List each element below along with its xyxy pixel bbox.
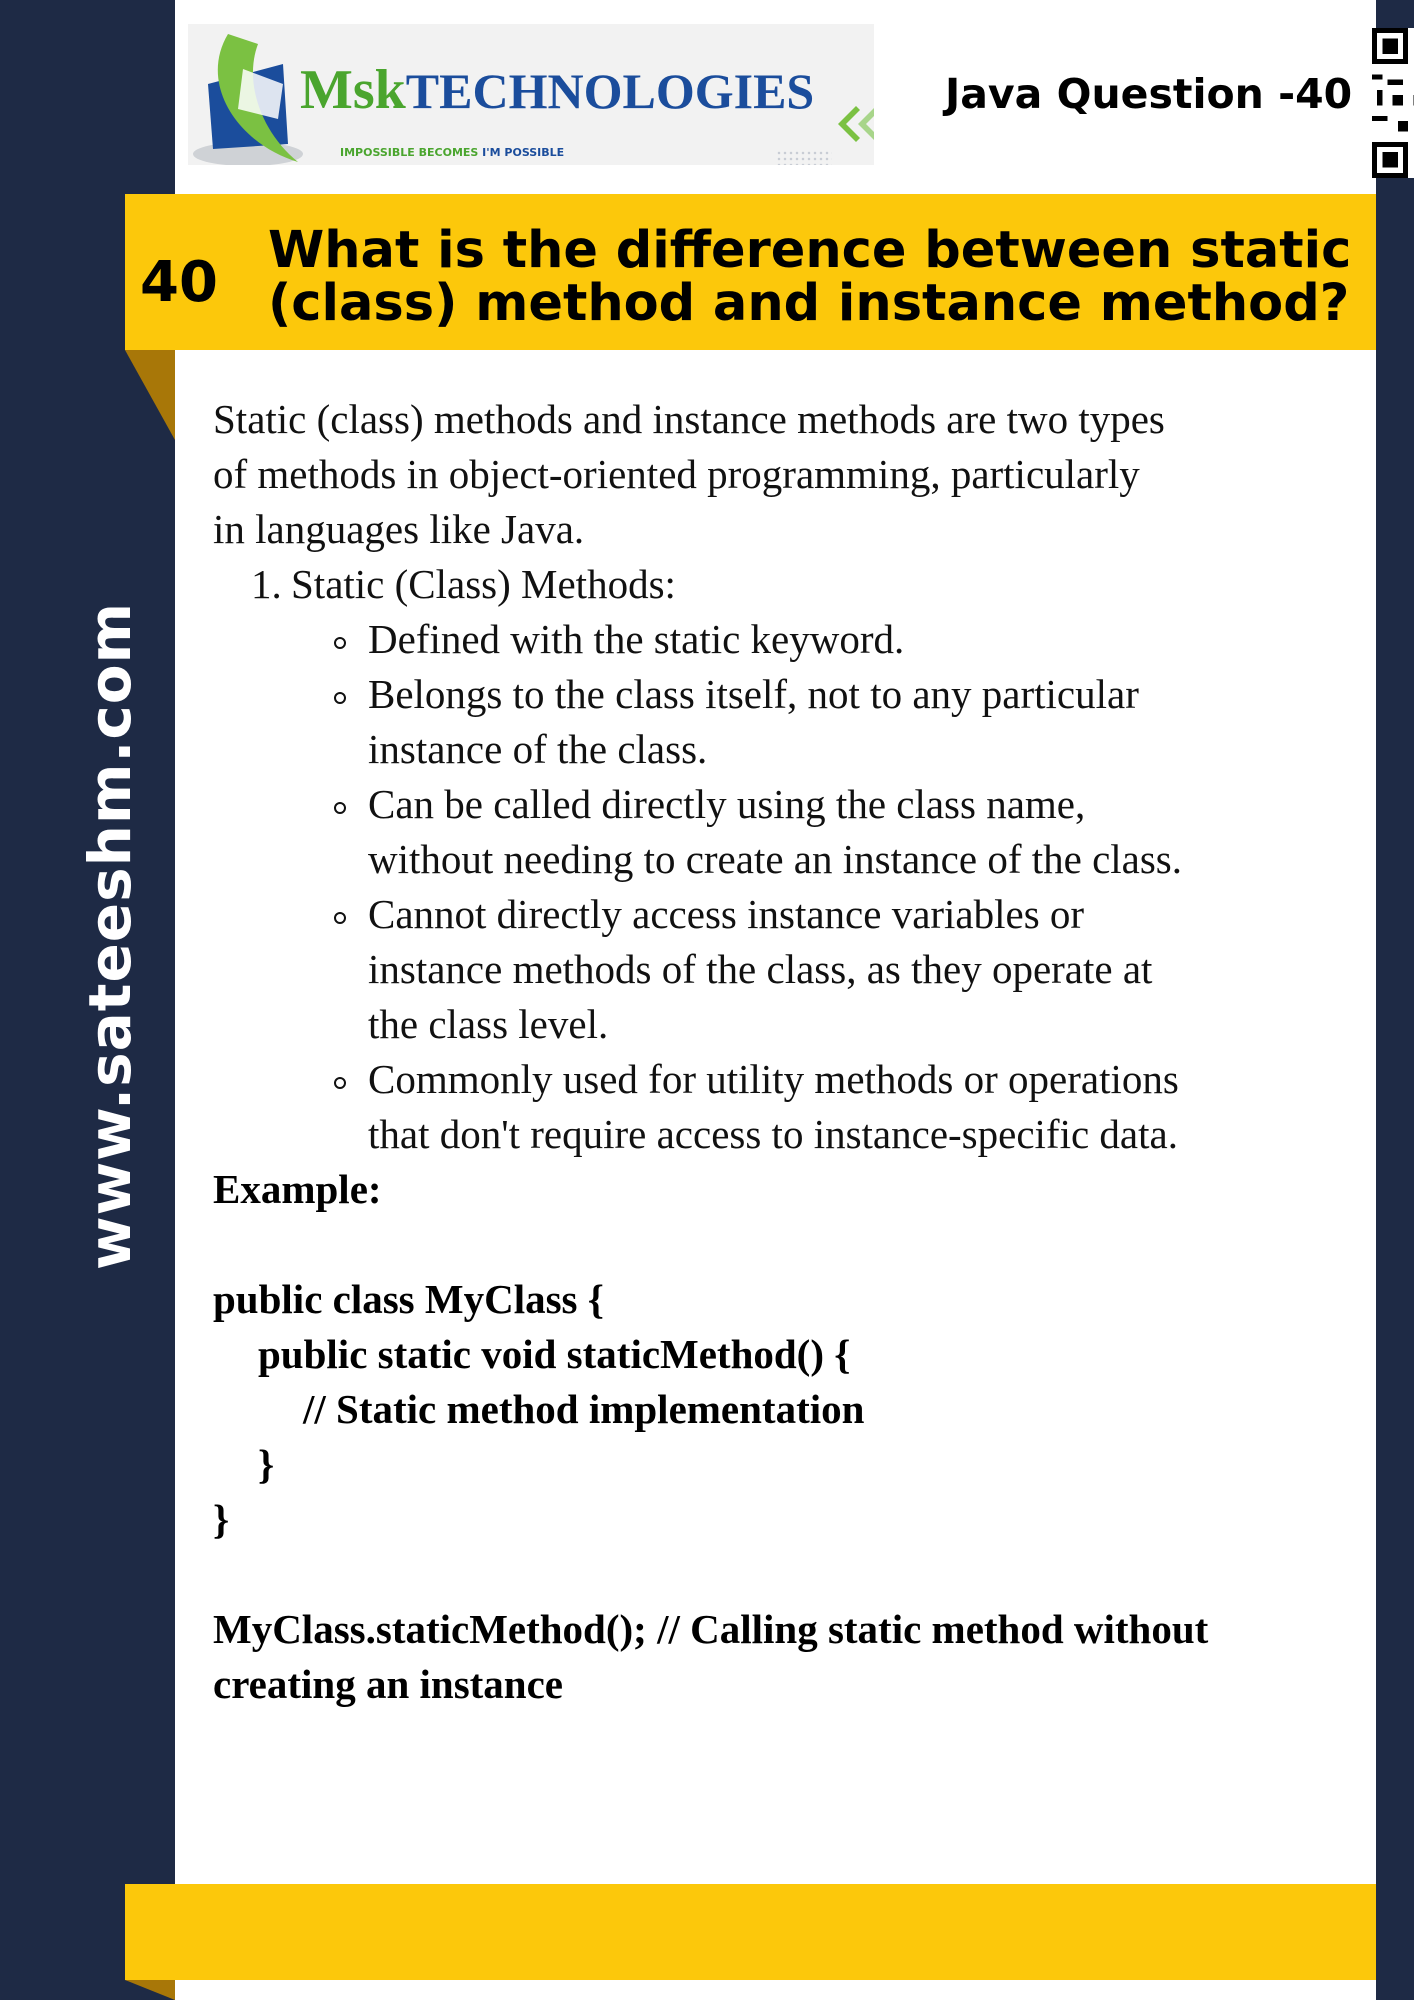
footer-fold <box>125 1980 175 2000</box>
footer-banner <box>125 1884 1376 1980</box>
answer-body <box>213 392 1353 1712</box>
list-item: Can be called directly using the class name, without needing to create an instance of the class. <box>368 777 1353 887</box>
banner-fold <box>125 350 175 440</box>
example-label: Example: <box>213 1166 382 1212</box>
list-item: Belongs to the class itself, not to any particular instance of the class. <box>368 667 1353 777</box>
question-title: What is the difference between static (class) method and instance method? <box>268 221 1352 333</box>
company-logo <box>188 24 874 165</box>
logo-wordmark: MskTECHNOLOGIES <box>300 59 815 121</box>
list-item: Cannot directly access instance variables or instance methods of the class, as they operate at the class level. <box>368 887 1353 1052</box>
bullet-list <box>213 612 1353 1162</box>
intro-paragraph: Static (class) methods and instance methods are two types of methods in object-oriented programming, particularly in languages like Java. <box>213 396 1165 552</box>
right-band <box>1376 0 1414 2000</box>
question-number: 40 <box>140 250 218 315</box>
question-label: Java Question -40 <box>945 70 1353 118</box>
logo-tagline: IMPOSSIBLE BECOMES I'M POSSIBLE <box>340 146 565 159</box>
chevron-left-icon <box>836 104 874 144</box>
code-block: public class MyClass { public static void staticMethod() { // Static method implementation } } <box>213 1276 865 1542</box>
list-heading: 1. Static (Class) Methods: <box>251 561 676 607</box>
call-example: MyClass.staticMethod(); // Calling static method without creating an instance <box>213 1606 1209 1707</box>
website-url: www.sateeshm.com <box>76 601 144 1270</box>
list-item: Defined with the static keyword. <box>368 612 1353 667</box>
list-item: Commonly used for utility methods or operations that don't require access to instance-specific data. <box>368 1052 1353 1162</box>
logo-dot-pattern <box>776 150 832 165</box>
qr-code-icon <box>1372 28 1414 178</box>
